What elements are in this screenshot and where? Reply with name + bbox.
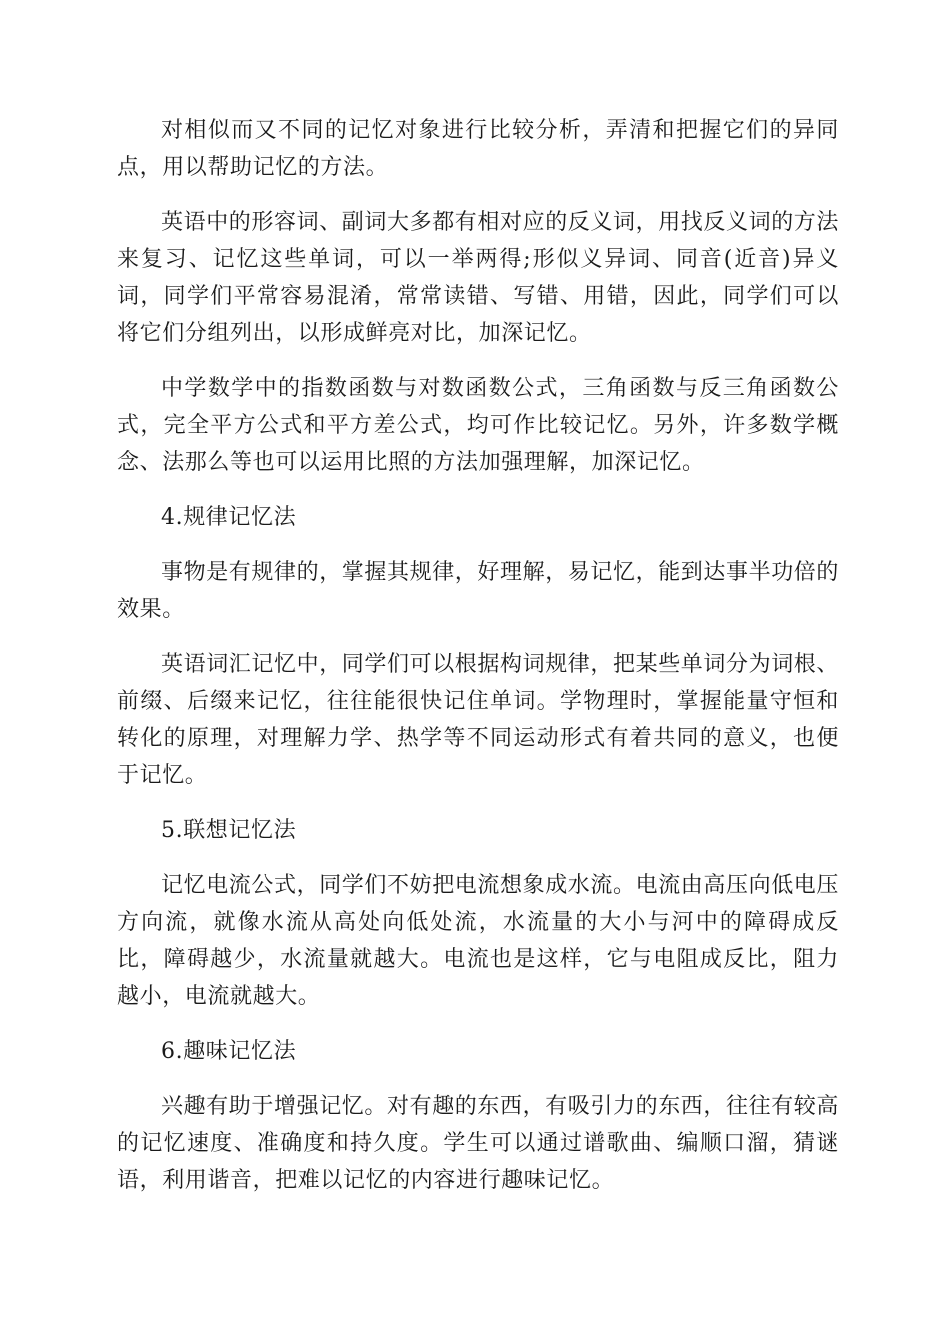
- paragraph-association-example: 记忆电流公式，同学们不妨把电流想象成水流。电流由高压向低电压方向流，就像水流从高处向低处流，水流量的大小与河中的障碍成反比，障碍越少，水流量就越大。电流也是这样，它与电阻成反比，阻力越小，电流就越大。: [117, 873, 840, 1009]
- paragraph-interest-example: 兴趣有助于增强记忆。对有趣的东西，有吸引力的东西，往往有较高的记忆速度、准确度和持久度。学生可以通过谱歌曲、编顺口溜，猜谜语，利用谐音，把难以记忆的内容进行趣味记忆。: [117, 1094, 840, 1193]
- paragraph-english-antonyms: 英语中的形容词、副词大多都有相对应的反义词，用找反义词的方法来复习、记忆这些单词，可以一举两得;形似义异词、同音(近音)异义词，同学们平常容易混淆，常常读错、写错、用错，因此，同学们可以将它们分组列出，以形成鲜亮对比，加深记忆。: [117, 210, 840, 346]
- document-body: [117, 112, 839, 1217]
- paragraph-math-formulas: 中学数学中的指数函数与对数函数公式，三角函数与反三角函数公式，完全平方公式和平方差公式，均可作比较记忆。另外，许多数学概念、法那么等也可以运用比照的方法加强理解，加深记忆。: [117, 376, 839, 475]
- heading-association-memory: 5.联想记忆法: [161, 818, 297, 843]
- paragraph-rule-intro: 事物是有规律的，掌握其规律，好理解，易记忆，能到达事半功倍的效果。: [117, 560, 840, 622]
- paragraph-rule-examples: 英语词汇记忆中，同学们可以根据构词规律，把某些单词分为词根、前缀、后缀来记忆，往往能很快记住单词。学物理时，掌握能量守恒和转化的原理，对理解力学、热学等不同运动形式有着共同的意义，也便于记忆。: [117, 652, 840, 788]
- heading-interest-memory: 6.趣味记忆法: [161, 1039, 297, 1064]
- paragraph-comparison-definition: 对相似而又不同的记忆对象进行比较分析，弄清和把握它们的异同点，用以帮助记忆的方法。: [117, 118, 839, 180]
- heading-rule-memory: 4.规律记忆法: [161, 505, 297, 530]
